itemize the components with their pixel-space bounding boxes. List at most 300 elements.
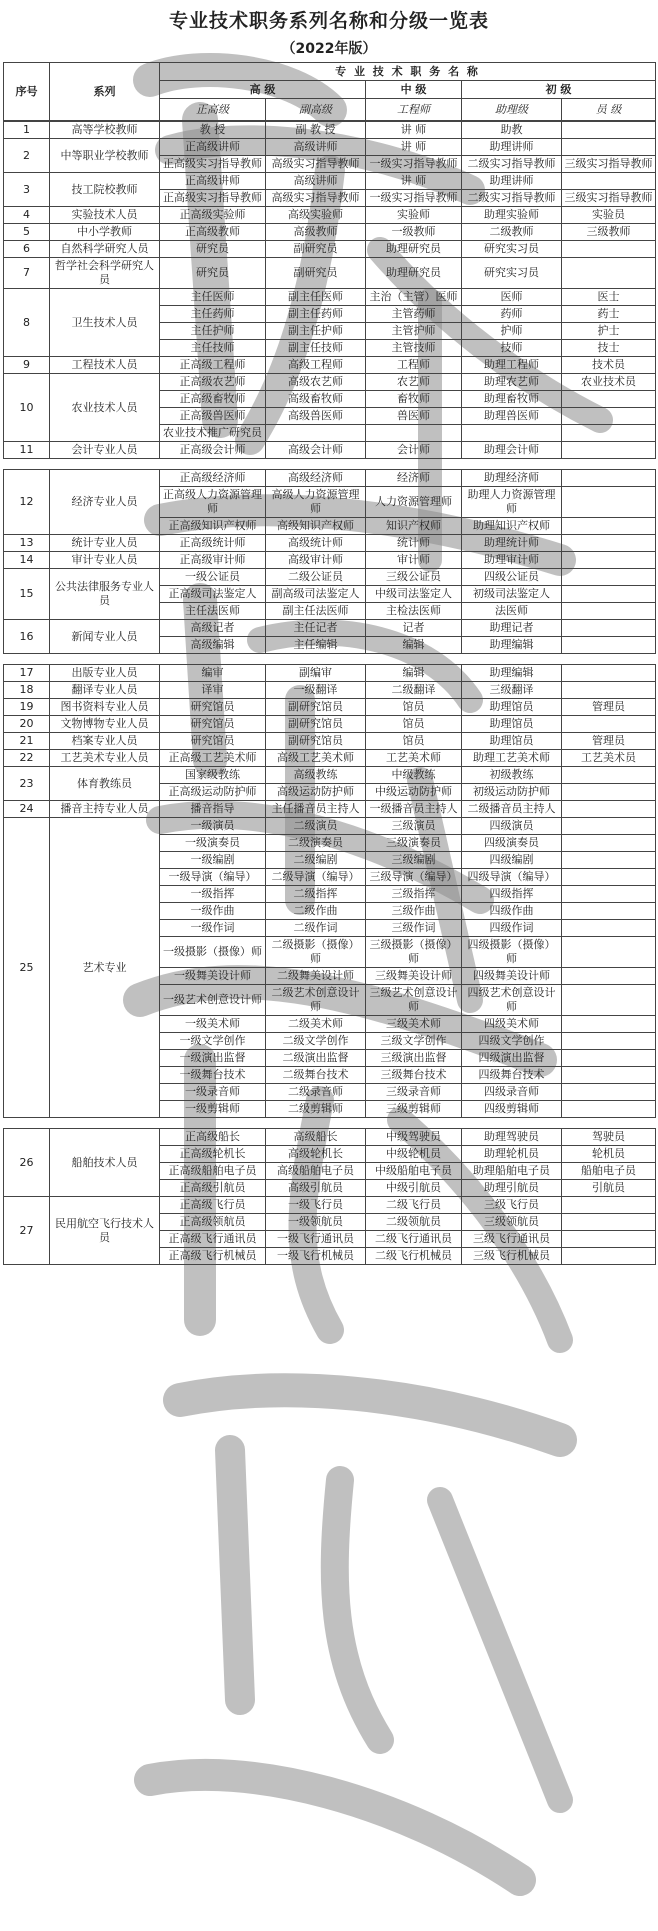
series-name: 哲学社会科学研究人员 [50,258,160,289]
title-cell: 二级艺术创意设计师 [266,985,366,1016]
title-cell: 一级舞台技术 [160,1067,266,1084]
title-cell: 中级教练 [366,767,462,784]
row-number: 19 [4,699,50,716]
title-cell [562,1101,656,1118]
row-number: 10 [4,374,50,442]
title-cell: 正高级人力资源管理师 [160,487,266,518]
title-cell [562,1084,656,1101]
title-cell [562,586,656,603]
title-cell: 一级摄影（摄像）师 [160,937,266,968]
title-cell: 正高级工程师 [160,357,266,374]
title-cell: 助理馆员 [462,733,562,750]
title-cell [562,1248,656,1265]
title-cell: 一级飞行员 [266,1197,366,1214]
series-name: 图书资料专业人员 [50,699,160,716]
title-cell: 二级实习指导教师 [462,156,562,173]
title-cell: 正高级实习指导教师 [160,190,266,207]
title-cell: 副编审 [266,665,366,682]
title-cell: 一级实习指导教师 [366,190,462,207]
title-cell: 一级公证员 [160,569,266,586]
title-cell: 助理农艺师 [462,374,562,391]
title-cell [562,1067,656,1084]
series-name: 工程技术人员 [50,357,160,374]
row-number: 9 [4,357,50,374]
title-cell [562,620,656,637]
title-cell: 助理人力资源管理师 [462,487,562,518]
series-name: 中等职业学校教师 [50,139,160,173]
title-table-block [3,1128,656,1265]
title-cell [562,535,656,552]
title-cell: 医师 [462,289,562,306]
title-cell: 研究实习员 [462,241,562,258]
title-cell: 高级引航员 [266,1180,366,1197]
series-name: 经济专业人员 [50,470,160,535]
title-cell: 副研究员 [266,241,366,258]
title-cell: 高级船长 [266,1129,366,1146]
title-cell: 助理引航员 [462,1180,562,1197]
title-cell: 助理编辑 [462,637,562,654]
table-row [4,801,656,818]
title-cell [562,258,656,289]
title-cell: 二级演奏员 [266,835,366,852]
title-cell: 助教 [462,122,562,139]
title-cell: 经济师 [366,470,462,487]
table-gap [3,459,655,469]
table-row [4,173,656,190]
row-number: 8 [4,289,50,357]
title-cell: 正高级审计师 [160,552,266,569]
row-number: 17 [4,665,50,682]
title-cell: 国家级教练 [160,767,266,784]
title-cell: 三级领航员 [462,1214,562,1231]
title-cell: 四级公证员 [462,569,562,586]
title-cell: 三级教师 [562,224,656,241]
title-cell: 二级舞美设计师 [266,968,366,985]
title-cell: 主任编辑 [266,637,366,654]
title-cell: 正高级实验师 [160,207,266,224]
title-cell: 一级导演（编导） [160,869,266,886]
title-cell: 正高级船长 [160,1129,266,1146]
header-top: 专 业 技 术 职 务 名 称 [160,63,656,81]
table-row [4,665,656,682]
row-number: 7 [4,258,50,289]
title-cell [562,637,656,654]
series-name: 中小学教师 [50,224,160,241]
table-row [4,207,656,224]
title-cell: 助理兽医师 [462,408,562,425]
series-name: 民用航空飞行技术人员 [50,1197,160,1265]
title-cell [562,801,656,818]
title-cell: 三级飞行通讯员 [462,1231,562,1248]
title-cell: 主任药师 [160,306,266,323]
title-cell: 二级公证员 [266,569,366,586]
title-cell: 正高级农艺师 [160,374,266,391]
title-cell [562,682,656,699]
title-cell: 副 教 授 [266,122,366,139]
table-row [4,442,656,459]
title-cell: 助理讲师 [462,173,562,190]
title-cell: 正高级飞行机械员 [160,1248,266,1265]
title-cell: 法医师 [462,603,562,620]
title-cell: 正高级司法鉴定人 [160,586,266,603]
title-cell: 助理审计师 [462,552,562,569]
title-cell: 一级演出监督 [160,1050,266,1067]
title-cell: 正高级兽医师 [160,408,266,425]
title-cell: 四级导演（编导） [462,869,562,886]
series-name: 实验技术人员 [50,207,160,224]
title-cell: 三级导演（编导） [366,869,462,886]
title-cell: 主任法医师 [160,603,266,620]
title-cell: 技士 [562,340,656,357]
header-series: 系列 [50,63,160,121]
title-cell [562,1016,656,1033]
title-cell: 馆员 [366,699,462,716]
table-gap [3,654,655,664]
title-cell: 副高级司法鉴定人 [266,586,366,603]
title-cell: 护士 [562,323,656,340]
title-cell: 三级文学创作 [366,1033,462,1050]
series-name: 高等学校教师 [50,122,160,139]
title-cell: 高级讲师 [266,173,366,190]
title-cell: 知识产权师 [366,518,462,535]
title-cell: 兽医师 [366,408,462,425]
title-cell: 引航员 [562,1180,656,1197]
title-cell: 一级播音员主持人 [366,801,462,818]
title-cell: 高级农艺师 [266,374,366,391]
title-cell: 正高级领航员 [160,1214,266,1231]
title-cell: 编审 [160,665,266,682]
row-number: 5 [4,224,50,241]
table-row [4,289,656,306]
title-cell [562,818,656,835]
title-cell: 正高级讲师 [160,173,266,190]
title-cell [562,665,656,682]
title-cell: 四级编剧 [462,852,562,869]
title-cell: 工艺美术师 [366,750,462,767]
row-number: 6 [4,241,50,258]
title-cell: 编辑 [366,637,462,654]
header-middle: 中 级 [366,81,462,99]
title-cell [562,784,656,801]
series-name: 农业技术人员 [50,374,160,442]
title-cell: 二级飞行通讯员 [366,1231,462,1248]
header-sub-3: 助理级 [462,99,562,121]
title-cell: 正高级讲师 [160,139,266,156]
title-cell: 一级作词 [160,920,266,937]
title-cell: 药士 [562,306,656,323]
title-cell: 副主任技师 [266,340,366,357]
title-cell: 主任医师 [160,289,266,306]
title-cell: 一级飞行机械员 [266,1248,366,1265]
title-cell: 一级作曲 [160,903,266,920]
title-cell: 四级演出监督 [462,1050,562,1067]
title-cell [562,767,656,784]
title-cell: 馆员 [366,733,462,750]
title-cell: 二级美术师 [266,1016,366,1033]
title-cell: 四级艺术创意设计师 [462,985,562,1016]
title-cell: 播音指导 [160,801,266,818]
series-name: 档案专业人员 [50,733,160,750]
title-cell [562,985,656,1016]
title-cell: 馆员 [366,716,462,733]
title-cell [562,603,656,620]
title-cell: 三级作词 [366,920,462,937]
title-cell: 二级演出监督 [266,1050,366,1067]
title-cell: 助理实验师 [462,207,562,224]
title-cell: 助理工程师 [462,357,562,374]
title-cell: 研究实习员 [462,258,562,289]
title-cell: 助理馆员 [462,716,562,733]
table-row [4,620,656,637]
title-cell: 一级文学创作 [160,1033,266,1050]
title-cell: 正高级教师 [160,224,266,241]
title-cell: 高级经济师 [266,470,366,487]
header-senior: 高 级 [160,81,366,99]
title-cell [562,442,656,459]
row-number: 11 [4,442,50,459]
title-cell: 二级剪辑师 [266,1101,366,1118]
table-row [4,733,656,750]
title-cell: 主任播音员主持人 [266,801,366,818]
title-cell: 助理编辑 [462,665,562,682]
title-cell: 四级剪辑师 [462,1101,562,1118]
title-table-body [3,121,655,1265]
title-cell: 三级舞台技术 [366,1067,462,1084]
title-cell: 一级美术师 [160,1016,266,1033]
title-cell: 三级演奏员 [366,835,462,852]
title-cell: 一级实习指导教师 [366,156,462,173]
title-cell: 三级实习指导教师 [562,190,656,207]
title-cell: 三级实习指导教师 [562,156,656,173]
title-cell: 讲 师 [366,122,462,139]
header-sub-0: 正高级 [160,99,266,121]
title-cell [462,425,562,442]
title-cell: 实验师 [366,207,462,224]
title-cell: 统计师 [366,535,462,552]
title-cell: 三级美术师 [366,1016,462,1033]
table-row [4,258,656,289]
title-cell: 高级轮机长 [266,1146,366,1163]
title-cell: 技师 [462,340,562,357]
title-cell: 审计师 [366,552,462,569]
title-cell [562,903,656,920]
table-row [4,682,656,699]
title-cell: 助理驾驶员 [462,1129,562,1146]
title-cell: 正高级会计师 [160,442,266,459]
title-cell [562,139,656,156]
title-cell [562,487,656,518]
title-cell: 二级实习指导教师 [462,190,562,207]
title-cell: 三级翻译 [462,682,562,699]
title-cell: 助理畜牧师 [462,391,562,408]
title-cell: 三级录音师 [366,1084,462,1101]
table-row [4,699,656,716]
title-cell: 高级统计师 [266,535,366,552]
title-table-block [3,121,656,459]
title-cell: 中级轮机员 [366,1146,462,1163]
table-row [4,122,656,139]
title-cell: 二级演员 [266,818,366,835]
series-name: 公共法律服务专业人员 [50,569,160,620]
title-cell: 二级文学创作 [266,1033,366,1050]
title-cell: 四级摄影（摄像）师 [462,937,562,968]
title-cell: 四级指挥 [462,886,562,903]
title-cell: 三级艺术创意设计师 [366,985,462,1016]
title-cell: 农艺师 [366,374,462,391]
title-cell: 三级飞行机械员 [462,1248,562,1265]
title-cell: 主治（主管）医师 [366,289,462,306]
title-cell: 正高级知识产权师 [160,518,266,535]
title-cell: 正高级统计师 [160,535,266,552]
title-cell: 技术员 [562,357,656,374]
title-cell [562,425,656,442]
title-cell [562,920,656,937]
title-cell: 助理记者 [462,620,562,637]
row-number: 24 [4,801,50,818]
title-cell: 初级运动防护师 [462,784,562,801]
series-name: 文物博物专业人员 [50,716,160,733]
title-cell: 助理经济师 [462,470,562,487]
series-name: 翻译专业人员 [50,682,160,699]
header-no: 序号 [4,63,50,121]
title-cell: 主检法医师 [366,603,462,620]
title-cell: 副研究员 [266,258,366,289]
title-cell: 一级翻译 [266,682,366,699]
title-cell: 高级记者 [160,620,266,637]
table-row [4,224,656,241]
title-cell: 轮机员 [562,1146,656,1163]
row-number: 12 [4,470,50,535]
title-cell: 初级教练 [462,767,562,784]
row-number: 25 [4,818,50,1118]
title-table-block [3,469,656,654]
title-cell: 一级演奏员 [160,835,266,852]
title-cell: 研究员 [160,258,266,289]
title-cell: 正高级引航员 [160,1180,266,1197]
title-cell: 主任护师 [160,323,266,340]
title-cell: 人力资源管理师 [366,487,462,518]
table-row [4,241,656,258]
title-table-container [3,62,655,1265]
title-cell: 四级作曲 [462,903,562,920]
title-cell [562,1214,656,1231]
title-cell: 二级导演（编导） [266,869,366,886]
title-cell: 中级引航员 [366,1180,462,1197]
title-cell: 高级畜牧师 [266,391,366,408]
title-cell: 高级兽医师 [266,408,366,425]
title-cell: 三级飞行员 [462,1197,562,1214]
title-cell: 高级实习指导教师 [266,190,366,207]
title-cell: 高级会计师 [266,442,366,459]
title-cell: 正高级船舶电子员 [160,1163,266,1180]
title-cell: 三级指挥 [366,886,462,903]
title-cell: 讲 师 [366,173,462,190]
table-row [4,139,656,156]
title-cell: 高级知识产权师 [266,518,366,535]
title-cell [562,552,656,569]
title-cell: 主任技师 [160,340,266,357]
table-row [4,767,656,784]
title-cell: 助理会计师 [462,442,562,459]
title-cell: 中级驾驶员 [366,1129,462,1146]
series-name: 艺术专业 [50,818,160,1118]
title-cell: 副主任药师 [266,306,366,323]
title-cell: 实验员 [562,207,656,224]
title-cell: 高级审计师 [266,552,366,569]
title-cell: 主管药师 [366,306,462,323]
row-number: 21 [4,733,50,750]
title-cell: 一级剪辑师 [160,1101,266,1118]
title-cell: 中级司法鉴定人 [366,586,462,603]
title-cell: 副主任护师 [266,323,366,340]
title-cell: 研究馆员 [160,699,266,716]
title-cell: 二级飞行机械员 [366,1248,462,1265]
header-sub-4: 员 级 [562,99,656,121]
title-cell: 助理工艺美术师 [462,750,562,767]
title-cell: 三级摄影（摄像）师 [366,937,462,968]
series-name: 出版专业人员 [50,665,160,682]
series-name: 工艺美术专业人员 [50,750,160,767]
title-cell: 二级领航员 [366,1214,462,1231]
title-cell: 二级舞台技术 [266,1067,366,1084]
title-cell [562,122,656,139]
table-row [4,535,656,552]
title-cell: 高级实习指导教师 [266,156,366,173]
title-cell [562,241,656,258]
series-name: 体育教练员 [50,767,160,801]
title-cell: 正高级实习指导教师 [160,156,266,173]
title-cell: 助理知识产权师 [462,518,562,535]
row-number: 1 [4,122,50,139]
title-cell: 二级教师 [462,224,562,241]
row-number: 15 [4,569,50,620]
title-cell: 四级舞美设计师 [462,968,562,985]
title-cell: 助理研究员 [366,241,462,258]
title-cell: 四级录音师 [462,1084,562,1101]
document-subtitle: （2022年版） [281,41,377,57]
series-name: 审计专业人员 [50,552,160,569]
title-cell: 助理轮机员 [462,1146,562,1163]
series-name: 船舶技术人员 [50,1129,160,1197]
title-cell: 副研究馆员 [266,699,366,716]
title-cell: 畜牧师 [366,391,462,408]
title-cell [562,937,656,968]
title-cell: 教 授 [160,122,266,139]
title-cell [562,1033,656,1050]
title-cell: 二级摄影（摄像）师 [266,937,366,968]
title-cell [562,391,656,408]
title-cell: 三级编剧 [366,852,462,869]
title-cell: 正高级飞行通讯员 [160,1231,266,1248]
title-cell: 四级演员 [462,818,562,835]
title-cell: 助理统计师 [462,535,562,552]
title-cell [562,518,656,535]
title-cell: 一级指挥 [160,886,266,903]
row-number: 13 [4,535,50,552]
title-cell: 二级飞行员 [366,1197,462,1214]
table-row [4,374,656,391]
table-row [4,569,656,586]
title-cell: 四级文学创作 [462,1033,562,1050]
title-cell: 四级演奏员 [462,835,562,852]
title-cell: 四级美术师 [462,1016,562,1033]
title-cell: 译审 [160,682,266,699]
series-name: 卫生技术人员 [50,289,160,357]
title-cell: 三级剪辑师 [366,1101,462,1118]
title-cell: 初级司法鉴定人 [462,586,562,603]
title-cell [562,1197,656,1214]
title-cell [562,173,656,190]
